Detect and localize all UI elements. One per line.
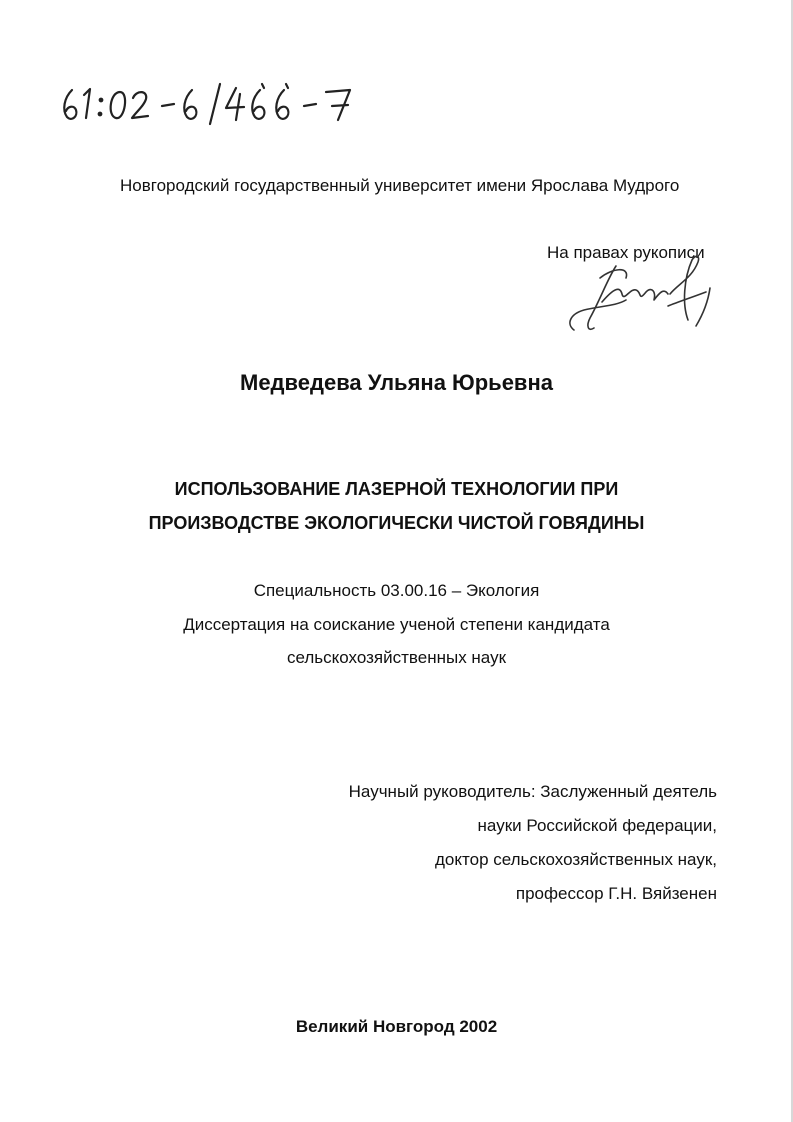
city-year: Великий Новгород 2002 [295,1017,498,1036]
signature [560,248,720,340]
supervisor-line-1: Научный руководитель: Заслуженный деятель [348,782,717,801]
degree-line-2: сельскохозяйственных наук [286,648,507,667]
supervisor-line-3: доктор сельскохозяйственных наук, [435,850,717,869]
supervisor-line-2: науки Российской федерации, [477,816,717,835]
manuscript-note: На правах рукописи [547,243,705,262]
dissertation-title-line-1: ИСПОЛЬЗОВАНИЕ ЛАЗЕРНОЙ ТЕХНОЛОГИИ ПРИ [174,479,619,499]
author-name: Медведева Ульяна Юрьевна [240,370,553,395]
dissertation-title-line-2: ПРОИЗВОДСТВЕ ЭКОЛОГИЧЕСКИ ЧИСТОЙ ГОВЯДИНЫ [148,513,645,533]
supervisor-line-4: профессор Г.Н. Вяйзенен [515,884,717,903]
university-name: Новгородский государственный университет имени Ярослава Мудрого [120,176,680,195]
degree-line-1: Диссертация на соискание ученой степени кандидата [183,615,610,634]
specialty: Специальность 03.00.16 – Экология [253,581,540,600]
handwritten-archive-code [58,78,358,128]
